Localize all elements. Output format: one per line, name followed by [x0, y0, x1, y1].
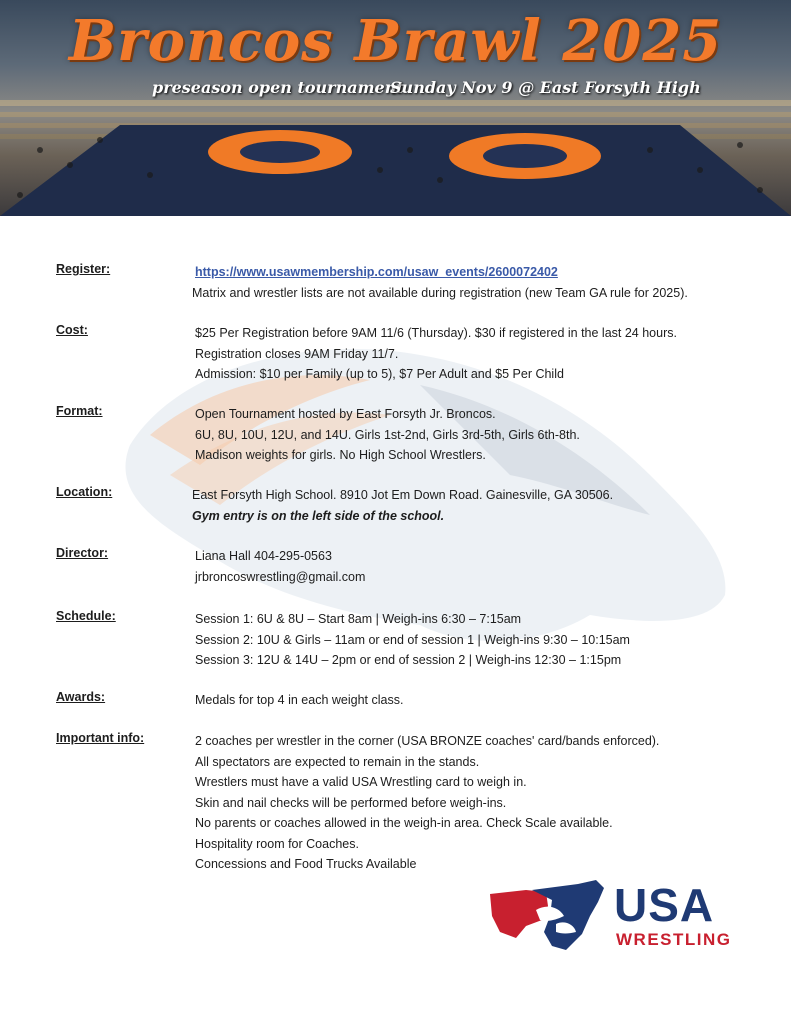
important-line: Wrestlers must have a valid USA Wrestling card to weigh in. [195, 775, 527, 789]
important-line: 2 coaches per wrestler in the corner (USA BRONZE coaches' card/bands enforced). [195, 734, 660, 748]
awards-label: Awards: [56, 690, 106, 704]
logo-usa-text: USA [614, 879, 715, 931]
schedule-label: Schedule: [56, 609, 116, 623]
location-label: Location: [56, 485, 113, 499]
important-line: All spectators are expected to remain in the stands. [195, 754, 480, 769]
cost-label: Cost: [56, 323, 88, 337]
schedule-line: Session 1: 6U & 8U – Start 8am | Weigh-ins 6:30 – 7:15am [195, 612, 522, 626]
cost-line: $25 Per Registration before 9AM 11/6 (Thursday). $30 if registered in the last 24 hours. [195, 326, 677, 340]
banner-subtitle-left: preseason open tournament [152, 78, 404, 97]
format-line: Open Tournament hosted by East Forsyth Jr. Broncos. [195, 407, 496, 421]
director-label: Director: [56, 546, 109, 560]
banner-title: Broncos Brawl 2025 [68, 8, 723, 74]
cost-line: Registration closes 9AM Friday 11/7. [195, 346, 399, 361]
event-banner [0, 0, 791, 216]
director-name-phone: Liana Hall 404-295-0563 [195, 549, 332, 563]
format-label: Format: [56, 404, 103, 418]
schedule-line: Session 2: 10U & Girls – 11am or end of session 1 | Weigh-ins 9:30 – 10:15am [195, 632, 630, 647]
awards-text: Medals for top 4 in each weight class. [195, 693, 404, 707]
banner-subtitle-right: Sunday Nov 9 @ East Forsyth High [390, 78, 701, 97]
important-label: Important info: [56, 731, 145, 745]
register-link[interactable]: https://www.usawmembership.com/usaw_events/2600072402 [195, 265, 558, 279]
usa-map-icon [486, 876, 611, 956]
schedule-line: Session 3: 12U & 14U – 2pm or end of session 2 | Weigh-ins 12:30 – 1:15pm [195, 653, 622, 667]
cost-line: Admission: $10 per Family (up to 5), $7 Per Adult and $5 Per Child [195, 367, 564, 381]
important-line: Hospitality room for Coaches. [195, 836, 359, 851]
logo-wrestling-text: WRESTLING [616, 930, 732, 949]
format-line: 6U, 8U, 10U, 12U, and 14U. Girls 1st-2nd, Girls 3rd-5th, Girls 6th-8th. [195, 427, 580, 442]
important-line: Concessions and Food Trucks Available [195, 857, 417, 871]
format-line: Madison weights for girls. No High School Wrestlers. [195, 448, 486, 462]
important-line: Skin and nail checks will be performed before weigh-ins. [195, 795, 507, 810]
location-note: Gym entry is on the left side of the school. [192, 508, 445, 523]
register-label: Register: [56, 262, 111, 276]
usa-wrestling-logo [486, 876, 756, 956]
director-email[interactable]: jrbroncoswrestling@gmail.com [195, 569, 366, 584]
important-line: No parents or coaches allowed in the weigh-in area. Check Scale available. [195, 816, 613, 830]
location-address: East Forsyth High School. 8910 Jot Em Down Road. Gainesville, GA 30506. [192, 488, 614, 502]
register-note: Matrix and wrestler lists are not available during registration (new Team GA rule for 2025). [192, 285, 688, 300]
